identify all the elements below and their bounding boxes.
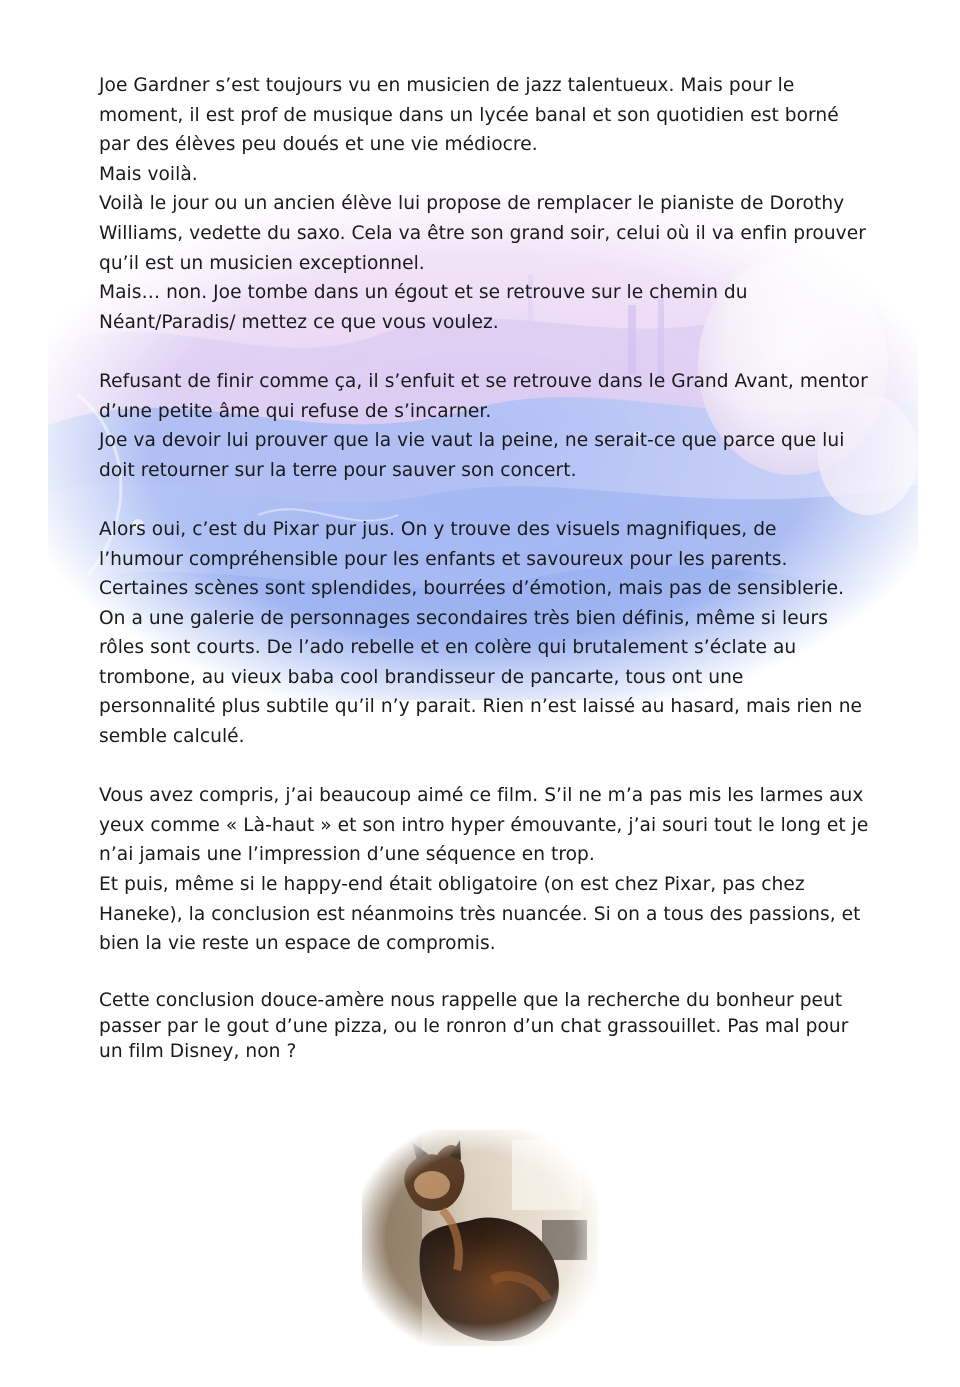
paragraph-mais-voila	[99, 160, 889, 190]
text-line: un film Disney, non ?	[99, 1041, 297, 1063]
text-line: Refusant de finir comme ça, il s’enfuit et se retrouve dans le Grand Avant, mentor	[99, 370, 868, 392]
text-line: d’une petite âme qui refuse de s’incarner.	[99, 400, 492, 422]
text-line: Vous avez compris, j’ai beaucoup aimé ce film. S’il ne m’a pas mis les larmes aux	[99, 785, 864, 807]
text-line: rôles sont courts. De l’ado rebelle et en colère qui brutalement s’éclate au	[99, 637, 797, 659]
text-line: On a une galerie de personnages secondaires très bien définis, même si leurs	[99, 607, 828, 629]
text-line: l’humour compréhensible pour les enfants et savoureux pour les parents.	[99, 548, 788, 570]
text-line: qu’il est un musicien exceptionnel.	[99, 252, 425, 274]
text-line: Alors oui, c’est du Pixar pur jus. On y trouve des visuels magnifiques, de	[99, 518, 777, 540]
text-line: bien la vie reste un espace de compromis.	[99, 933, 496, 955]
text-line: personnalité plus subtile qu’il n’y parait. Rien n’est laissé au hasard, mais rien ne	[99, 696, 863, 718]
text-line: Et puis, même si le happy-end était obligatoire (on est chez Pixar, pas chez	[99, 874, 805, 896]
text-line: doit retourner sur la terre pour sauver son concert.	[99, 459, 577, 481]
text-line: Joe Gardner s’est toujours vu en musicien de jazz talentueux. Mais pour le	[99, 75, 795, 96]
text-line: n’ai jamais une l’impression d’une séquence en trop.	[99, 844, 595, 866]
text-line: Haneke), la conclusion est néanmoins très nuancée. Si on a tous des passions, et	[99, 903, 861, 925]
paragraph-pixar	[99, 515, 889, 752]
text-line: trombone, au vieux baba cool brandisseur de pancarte, tous ont une	[99, 666, 744, 688]
cat-photo	[362, 1130, 598, 1346]
article-text	[99, 71, 889, 1065]
paragraph-conclusion	[99, 988, 889, 1065]
paragraph-et-puis	[99, 870, 889, 959]
text-line: Mais… non. Joe tombe dans un égout et se retrouve sur le chemin du	[99, 282, 748, 304]
text-line: passer par le gout d’une pizza, ou le ronron d’un chat grassouillet. Pas mal pour	[99, 1015, 849, 1037]
text-line: Néant/Paradis/ mettez ce que vous voulez.	[99, 311, 499, 333]
paragraph-intro	[99, 71, 889, 160]
text-line: Williams, vedette du saxo. Cela va être son grand soir, celui où il va enfin prouver	[99, 222, 866, 244]
text-line: semble calculé.	[99, 726, 245, 748]
paragraph-vous-avez-compris	[99, 781, 889, 870]
text-line: Voilà le jour ou un ancien élève lui propose de remplacer le pianiste de Dorothy	[99, 193, 845, 215]
text-line: Cette conclusion douce-amère nous rappelle que la recherche du bonheur peut	[99, 990, 843, 1012]
paragraph-mais-non	[99, 278, 889, 337]
paragraph-joe-va-devoir	[99, 426, 889, 485]
text-line: Certaines scènes sont splendides, bourrées d’émotion, mais pas de sensiblerie.	[99, 578, 845, 600]
text-line: par des élèves peu doués et une vie médiocre.	[99, 134, 538, 156]
text-line: Joe va devoir lui prouver que la vie vaut la peine, ne serait-ce que parce que lui	[99, 430, 845, 452]
text-line: moment, il est prof de musique dans un lycée banal et son quotidien est borné	[99, 104, 839, 126]
paragraph-refusant	[99, 367, 889, 426]
text-line: yeux comme « Là-haut » et son intro hyper émouvante, j’ai souri tout le long et je	[99, 814, 869, 836]
paragraph-voila-le-jour	[99, 189, 889, 278]
text-line: Mais voilà.	[99, 163, 198, 185]
